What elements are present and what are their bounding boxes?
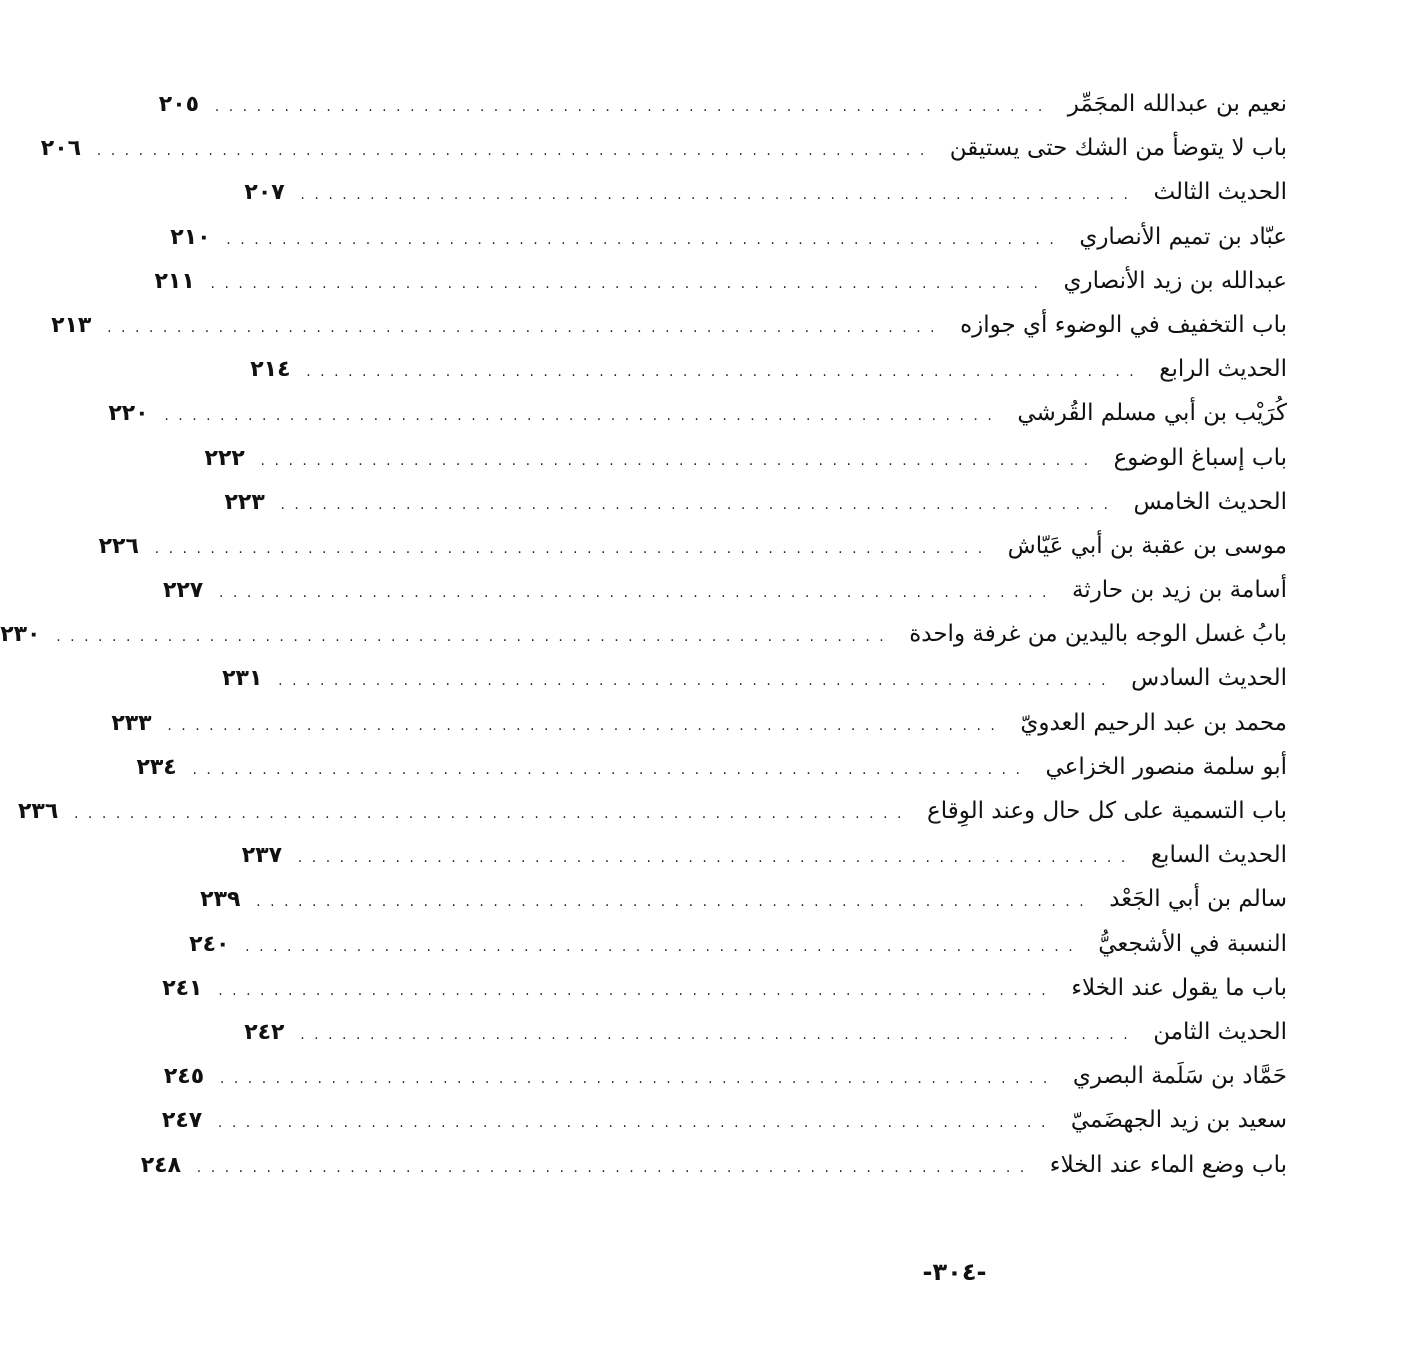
toc-entry-page: ٢٤٥ bbox=[163, 1064, 205, 1090]
dot-leader: ............................................................ bbox=[300, 1026, 1138, 1043]
dot-leader: ............................................................ bbox=[245, 938, 1083, 955]
toc-entry bbox=[40, 126, 1287, 170]
toc-entry-page: ٢٣٠ bbox=[0, 622, 41, 648]
toc-entry-page: ٢٣٣ bbox=[111, 710, 152, 736]
toc-entry-page: ٢٣١ bbox=[222, 666, 263, 692]
toc-entry bbox=[189, 922, 1287, 966]
toc-entry-title: باب ما يقول عند الخلاء bbox=[1071, 974, 1287, 1001]
toc-entry-title: حَمَّاد بن سَلَمة البصري bbox=[1072, 1063, 1287, 1090]
dot-leader: ............................................................ bbox=[107, 319, 945, 336]
dot-leader: ............................................................ bbox=[219, 1071, 1057, 1088]
toc-entry bbox=[224, 480, 1287, 524]
toc-entry bbox=[158, 82, 1287, 126]
toc-entry-title: بابُ غسل الوجه باليدين من غرفة واحدة bbox=[909, 621, 1287, 648]
toc-entry-title: محمد بن عبد الرحيم العدويّ bbox=[1020, 709, 1287, 736]
dot-leader: ............................................................ bbox=[210, 275, 1048, 292]
toc-entry-title: الحديث السابع bbox=[1150, 842, 1287, 869]
toc-entry bbox=[250, 347, 1287, 391]
dot-leader: ............................................................ bbox=[278, 673, 1116, 690]
toc-entry-title: سعيد بن زيد الجهضَميّ bbox=[1070, 1107, 1287, 1134]
dot-leader: ............................................................ bbox=[280, 496, 1118, 513]
toc-entry-title: الحديث الخامس bbox=[1133, 488, 1287, 515]
toc-entry-page: ٢٤٨ bbox=[140, 1152, 182, 1178]
toc-entry-page: ٢٢٢ bbox=[204, 445, 245, 471]
toc-entry bbox=[244, 170, 1287, 214]
toc-entry bbox=[108, 391, 1287, 435]
toc-entry bbox=[222, 656, 1287, 700]
toc-entry-page: ٢١٠ bbox=[170, 224, 211, 250]
toc-entry bbox=[200, 877, 1287, 921]
toc-entry-title: النسبة في الأشجعيُّ bbox=[1098, 930, 1287, 957]
toc-entry-page: ٢٣٧ bbox=[241, 843, 283, 869]
toc-entry bbox=[162, 966, 1287, 1010]
toc-entry bbox=[98, 524, 1287, 568]
dot-leader: ............................................................ bbox=[217, 1115, 1055, 1132]
toc-entry-title: باب لا يتوضأ من الشك حتى يستيقن bbox=[949, 135, 1287, 162]
toc-entry-page: ٢٤٧ bbox=[161, 1108, 203, 1134]
dot-leader: ............................................................ bbox=[164, 408, 1002, 425]
toc-entry-page: ٢٢٣ bbox=[224, 489, 265, 515]
toc-entry bbox=[154, 259, 1287, 303]
table-of-contents bbox=[0, 82, 1287, 1187]
toc-entry-page: ٢٢٧ bbox=[162, 578, 204, 604]
toc-entry-page: ٢٣٤ bbox=[136, 754, 177, 780]
toc-entry-title: أسامة بن زيد بن حارثة bbox=[1071, 577, 1287, 604]
toc-entry-title: عبدالله بن زيد الأنصاري bbox=[1063, 267, 1287, 294]
page-number: -٣٠٤- bbox=[922, 1258, 987, 1286]
toc-entry bbox=[163, 1054, 1287, 1098]
dot-leader: ............................................................ bbox=[218, 982, 1056, 999]
toc-entry bbox=[204, 436, 1287, 480]
dot-leader: ............................................................ bbox=[196, 1159, 1034, 1176]
toc-entry-page: ٢١٤ bbox=[250, 357, 291, 383]
toc-entry-page: ٢١٣ bbox=[51, 312, 92, 338]
toc-entry-title: نعيم بن عبدالله المجَمِّر bbox=[1067, 91, 1287, 117]
dot-leader: ............................................................ bbox=[256, 894, 1094, 911]
dot-leader: ............................................................ bbox=[73, 806, 911, 822]
toc-entry-page: ٢٠٦ bbox=[40, 136, 82, 162]
toc-entry-title: أبو سلمة منصور الخزاعي bbox=[1045, 753, 1287, 780]
dot-leader: ............................................................ bbox=[297, 850, 1135, 867]
toc-entry-title: كُرَيْب بن أبي مسلم القُرشي bbox=[1017, 400, 1287, 427]
toc-entry-title: الحديث السادس bbox=[1131, 665, 1287, 692]
dot-leader: ............................................................ bbox=[167, 717, 1005, 734]
toc-entry-page: ٢٣٩ bbox=[200, 887, 241, 913]
toc-entry-page: ٢٢٦ bbox=[98, 533, 139, 559]
toc-entry-page: ٢٠٧ bbox=[244, 180, 285, 206]
toc-entry bbox=[136, 745, 1287, 789]
toc-entry-page: ٢١١ bbox=[154, 268, 195, 294]
dot-leader: ............................................................ bbox=[306, 364, 1144, 381]
toc-entry bbox=[51, 303, 1287, 347]
toc-entry-page: ٢٤٠ bbox=[189, 931, 230, 957]
toc-entry bbox=[241, 833, 1287, 877]
toc-entry bbox=[170, 215, 1287, 259]
toc-entry-page: ٢٠٥ bbox=[158, 92, 200, 117]
toc-entry-title: سالم بن أبي الجَعْد bbox=[1109, 886, 1287, 913]
dot-leader: ............................................................ bbox=[214, 99, 1052, 115]
dot-leader: ............................................................ bbox=[226, 231, 1064, 248]
toc-entry-title: الحديث الرابع bbox=[1159, 356, 1287, 383]
toc-entry bbox=[111, 701, 1287, 745]
toc-entry-title: عبّاد بن تميم الأنصاري bbox=[1079, 223, 1287, 250]
dot-leader: ............................................................ bbox=[300, 187, 1138, 204]
dot-leader: ............................................................ bbox=[218, 585, 1056, 602]
toc-entry-title: باب التخفيف في الوضوء أي جوازه bbox=[960, 311, 1287, 338]
toc-entry bbox=[162, 568, 1287, 612]
toc-entry-page: ٢٤١ bbox=[162, 975, 203, 1001]
toc-entry-title: باب إسباغ الوضوع bbox=[1113, 444, 1287, 471]
dot-leader: ............................................................ bbox=[56, 629, 894, 646]
toc-entry-title: موسى بن عقبة بن أبي عَيّاش bbox=[1007, 532, 1287, 559]
dot-leader: ............................................................ bbox=[260, 452, 1098, 469]
toc-entry-title: باب وضع الماء عند الخلاء bbox=[1049, 1151, 1287, 1178]
toc-entry bbox=[161, 1098, 1287, 1142]
toc-entry bbox=[140, 1143, 1287, 1187]
toc-entry bbox=[17, 789, 1287, 833]
toc-entry-page: ٢٤٢ bbox=[244, 1019, 285, 1045]
toc-entry-title: باب التسمية على كل حال وعند الوِقاع bbox=[926, 798, 1287, 824]
dot-leader: ............................................................ bbox=[96, 143, 934, 160]
toc-entry-title: الحديث الثامن bbox=[1153, 1018, 1287, 1045]
dot-leader: ............................................................ bbox=[154, 540, 992, 557]
toc-entry bbox=[0, 612, 1287, 656]
toc-entry bbox=[244, 1010, 1287, 1054]
dot-leader: ............................................................ bbox=[192, 761, 1030, 778]
toc-entry-page: ٢٣٦ bbox=[17, 799, 59, 824]
toc-entry-page: ٢٢٠ bbox=[108, 401, 149, 427]
toc-entry-title: الحديث الثالث bbox=[1153, 179, 1287, 206]
